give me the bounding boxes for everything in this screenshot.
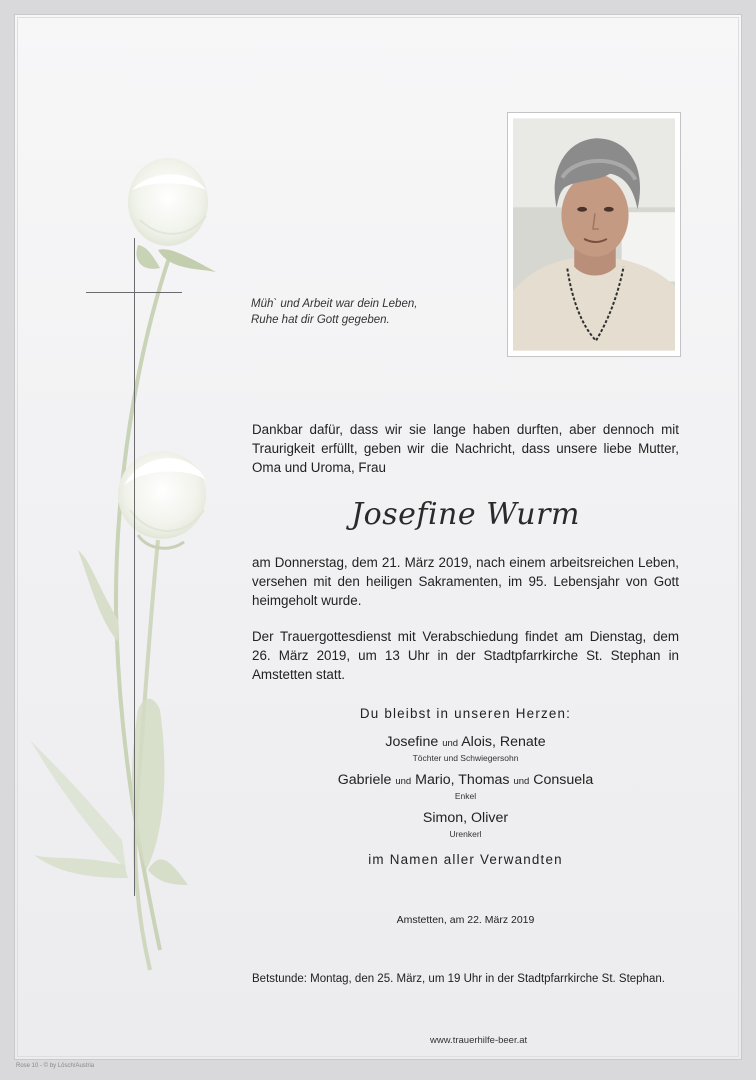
family-name: Gabriele (337, 772, 392, 788)
service-notice-paragraph: Der Trauergottesdienst mit Verabschiedung findet am Dienstag, dem 26. März 2019, um 13 Uhr in der Stadtpfarrkirche St. Stephan in Amstetten statt. (252, 629, 679, 682)
quote-line-2: Ruhe hat dir Gott gegeben. (251, 314, 390, 326)
family-line-1 (252, 734, 679, 750)
cross-icon (134, 238, 135, 896)
family-relation-2: Enkel (454, 791, 477, 801)
family-name: Alois, Renate (461, 734, 546, 750)
family-connector: und (442, 738, 459, 749)
relatives-line: im Namen aller Verwandten (368, 852, 563, 867)
family-line-3 (252, 810, 679, 826)
prayer-hour-notice: Betstunde: Montag, den 25. März, um 19 Uhr in der Stadtpfarrkirche St. Stephan. (252, 973, 665, 985)
family-relation-1: Töchter und Schwiegersohn (412, 753, 519, 763)
family-connector: und (513, 776, 530, 787)
memorial-quote (251, 296, 491, 328)
heart-line: Du bleibst in unseren Herzen: (359, 706, 572, 721)
family-name: Mario, Thomas (415, 772, 510, 788)
portrait-photo (507, 112, 681, 357)
website-link[interactable]: www.trauerhilfe-beer.at (430, 1035, 528, 1046)
place-date: Amstetten, am 22. März 2019 (396, 914, 535, 926)
deceased-name: Josefine Wurm (351, 497, 580, 532)
family-name: Josefine (385, 734, 439, 750)
family-line-2 (252, 772, 679, 788)
family-name: Simon, Oliver (422, 810, 509, 826)
family-relation-3: Urenkerl (449, 829, 482, 839)
family-connector: und (395, 776, 412, 787)
family-name: Consuela (533, 772, 594, 788)
intro-paragraph: Dankbar dafür, dass wir sie lange haben durften, aber dennoch mit Traurigkeit erfüllt, geben wir die Nachricht, dass unsere liebe Mutter, Oma und Uroma, Frau (252, 422, 679, 475)
quote-line-1: Müh` und Arbeit war dein Leben, (251, 298, 418, 310)
white-rose-illustration (20, 150, 230, 980)
cross-icon-bar (86, 292, 182, 293)
portrait-image (513, 118, 675, 351)
death-notice-paragraph: am Donnerstag, dem 21. März 2019, nach einem arbeitsreichen Leben, versehen mit den heiligen Sakramenten, im 95. Lebensjahr von Gott heimgeholt wurde. (252, 555, 679, 608)
footer-credit: Rose 10 - © by Lösch/Austria (16, 1063, 95, 1069)
